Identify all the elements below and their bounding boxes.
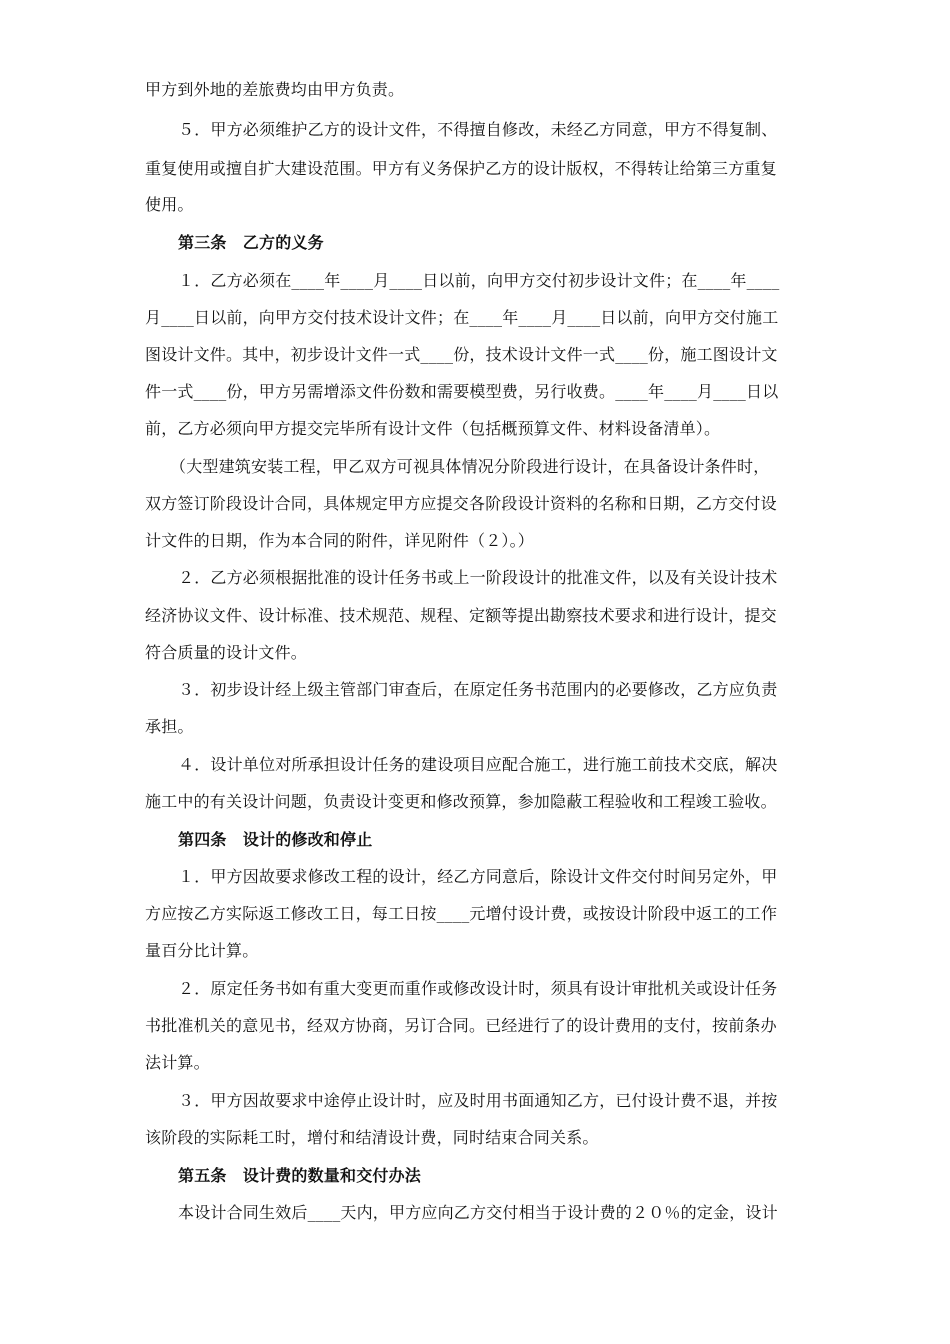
text-line: ４．设计单位对所承担设计任务的建设项目应配合施工，进行施工前技术交底，解决: [178, 755, 778, 774]
text-line: 施工中的有关设计问题，负责设计变更和修改预算，参加隐蔽工程验收和工程竣工验收。: [145, 792, 777, 811]
text-line: 图设计文件。其中，初步设计文件一式____份，技术设计文件一式____份，施工图设计文: [145, 345, 778, 364]
text-line: （大型建筑安装工程，甲乙双方可视具体情况分阶段进行设计，在具备设计条件时，: [170, 457, 770, 476]
section-heading: 第三条 乙方的义务: [178, 233, 324, 252]
text-line: ２．原定任务书如有重大变更而重作或修改设计时，须具有设计审批机关或设计任务: [178, 979, 778, 998]
text-line: １．乙方必须在____年____月____日以前，向甲方交付初步设计文件；在____年____: [178, 271, 780, 290]
text-line: 甲方到外地的差旅费均由甲方负责。: [145, 80, 405, 99]
text-line: 该阶段的实际耗工时，增付和结清设计费，同时结束合同关系。: [145, 1128, 599, 1147]
section-heading: 第四条 设计的修改和停止: [178, 830, 373, 849]
text-line: 使用。: [145, 195, 194, 214]
text-line: 书批准机关的意见书，经双方协商，另订合同。已经进行了的设计费用的支付，按前条办: [145, 1016, 777, 1035]
text-line: 前，乙方必须向甲方提交完毕所有设计文件（包括概预算文件、材料设备清单）。: [145, 419, 721, 438]
text-line: 双方签订阶段设计合同，具体规定甲方应提交各阶段设计资料的名称和日期，乙方交付设: [145, 494, 777, 513]
text-line: 量百分比计算。: [145, 941, 259, 960]
text-line: 方应按乙方实际返工修改工日，每工日按____元增付设计费，或按设计阶段中返工的工作: [145, 904, 778, 923]
text-line: 法计算。: [145, 1053, 210, 1072]
text-line: 承担。: [145, 717, 194, 736]
text-line: １．甲方因故要求修改工程的设计，经乙方同意后，除设计文件交付时间另定外，甲: [178, 867, 778, 886]
text-line: ３．初步设计经上级主管部门审查后，在原定任务书范围内的必要修改，乙方应负责: [178, 680, 778, 699]
text-line: 件一式____份，甲方另需增添文件份数和需要模型费，另行收费。____年____月____日以: [145, 382, 779, 401]
text-line: ５．甲方必须维护乙方的设计文件，不得擅自修改，未经乙方同意，甲方不得复制、: [178, 120, 778, 139]
text-line: 重复使用或擅自扩大建设范围。甲方有义务保护乙方的设计版权，不得转让给第三方重复: [145, 159, 777, 178]
text-line: ３．甲方因故要求中途停止设计时，应及时用书面通知乙方，已付设计费不退，并按: [178, 1091, 778, 1110]
text-line: 月____日以前，向甲方交付技术设计文件；在____年____月____日以前，向甲方交付施工: [145, 308, 779, 327]
section-heading: 第五条 设计费的数量和交付办法: [178, 1166, 422, 1185]
text-line: 本设计合同生效后____天内，甲方应向乙方交付相当于设计费的２０％的定金，设计: [178, 1203, 778, 1222]
text-line: ２．乙方必须根据批准的设计任务书或上一阶段设计的批准文件，以及有关设计技术: [178, 568, 778, 587]
text-line: 符合质量的设计文件。: [145, 643, 308, 662]
text-line: 计文件的日期，作为本合同的附件，详见附件（２）。）: [145, 531, 535, 550]
text-line: 经济协议文件、设计标准、技术规范、规程、定额等提出勘察技术要求和进行设计，提交: [145, 606, 777, 625]
